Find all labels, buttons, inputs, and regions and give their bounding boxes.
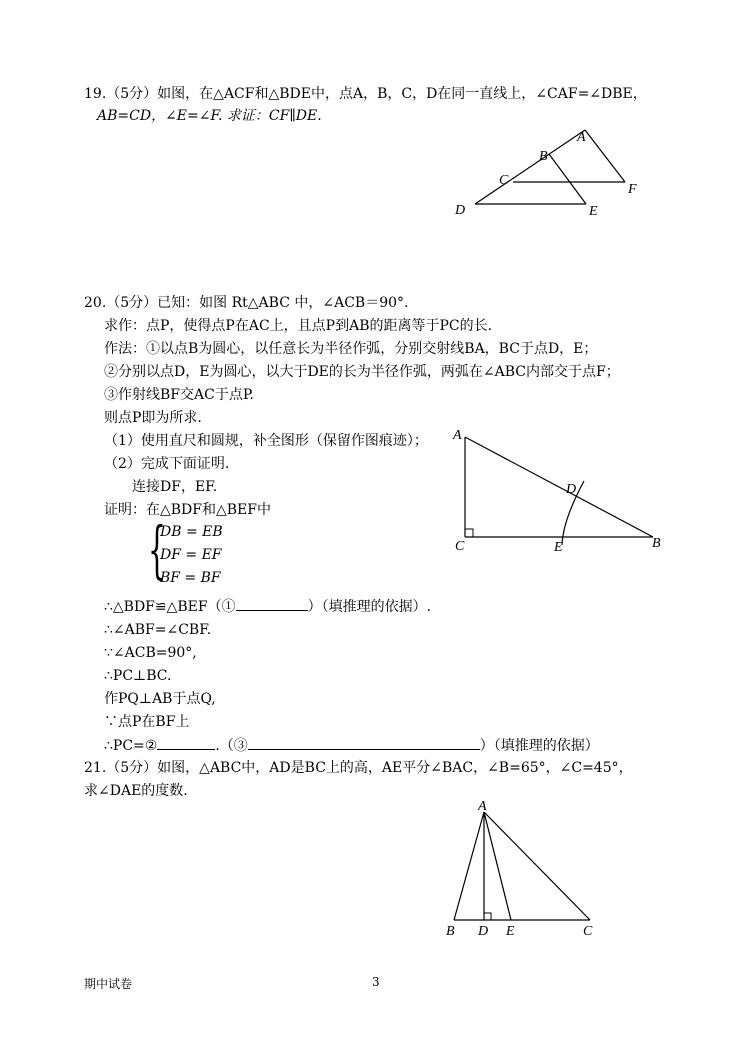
q19-text-line1: 19.（5分）如图，在△ACF和△BDE中，点A，B，C，D在同一直线上，∠CAF=∠DBE， (84, 86, 647, 102)
q19-text-line2: AB=CD，∠E=∠F. 求证：CF∥DE. (97, 108, 322, 124)
q21-text-line1: 21.（5分）如图，△ABC中，AD是BC上的高，AE平分∠BAC，∠B=65°，∠C=45°， (84, 760, 633, 776)
q20-text-line3: 作法：①以点B为圆心，以任意长为半径作弧，分别交射线BA，BC于点D，E； (104, 341, 598, 357)
q21-label-e: E (506, 924, 515, 939)
q20-step1-suffix: ）（填推理的依据）. (307, 599, 432, 615)
q20-step2: ∴∠ABF=∠CBF. (104, 622, 212, 638)
q20-blank-2[interactable] (157, 735, 215, 750)
q20-label-a: A (453, 428, 462, 443)
q21-label-d: D (478, 924, 489, 939)
q20-system-eq1: DB = EB (160, 524, 223, 540)
q20-step6: ∵点P在BF上 (104, 714, 190, 730)
q19-line-be (549, 154, 586, 204)
q20-label-d: D (566, 482, 577, 497)
q20-side-ab (465, 437, 653, 537)
q20-blank-1[interactable] (236, 596, 308, 611)
q20-step5: 作PQ⊥AB于点Q, (104, 691, 216, 707)
q19-label-a: A (577, 130, 586, 145)
q21-label-b: B (446, 924, 455, 939)
q21-label-c: C (583, 924, 593, 939)
footer-exam-name: 期中试卷 (84, 977, 133, 991)
q20-label-e: E (554, 540, 563, 555)
q21-figure (440, 796, 620, 939)
q21-side-ab (454, 812, 484, 920)
q21-label-a: A (478, 799, 487, 814)
q20-text-line9: 连接DF，EF. (132, 479, 218, 495)
q20-text-line6: 则点P即为所求. (104, 410, 202, 426)
q21-right-angle-mark (484, 913, 491, 920)
page-number: 3 (372, 975, 380, 989)
q20-text-line8: （2）完成下面证明. (104, 456, 230, 472)
q20-figure (448, 425, 678, 560)
q19-label-f: F (628, 182, 637, 197)
q19-line-da (475, 130, 585, 204)
q20-step1 (104, 596, 431, 617)
q20-system-brace: { (148, 513, 166, 586)
q20-text-line1: 20.（5分）已知：如图 Rt△ABC 中，∠ACB＝90°. (84, 295, 409, 311)
q19-label-e: E (589, 204, 598, 219)
q20-system-eq2: DF = EF (160, 547, 222, 563)
q20-label-c: C (455, 539, 465, 554)
q20-text-line2: 求作：点P，使得点P在AC上，且点P到AB的距离等于PC的长. (104, 318, 493, 334)
q20-text-line5: ③作射线BF交AC于点P. (104, 387, 254, 403)
q21-text-line2: 求∠DAE的度数. (84, 783, 188, 799)
q20-step1-prefix: ∴△BDF≌△BEF（① (104, 599, 236, 615)
q20-system-eq3: BF = BF (160, 570, 221, 586)
q21-bisector-ae (484, 812, 511, 920)
q19-figure (440, 120, 670, 220)
q20-text-line7: （1）使用直尺和圆规，补全图形（保留作图痕迹）； (104, 433, 428, 449)
q20-step7-mid: .（③ (215, 738, 248, 754)
q21-side-ac (484, 812, 590, 920)
q20-step7-prefix: ∴PC=② (104, 738, 158, 754)
q20-step7 (104, 735, 599, 756)
q20-text-line4: ②分别以点D，E为圆心，以大于DE的长为半径作弧，两弧在∠ABC内部交于点F； (104, 364, 620, 380)
q20-label-b: B (652, 536, 661, 551)
q19-label-c: C (499, 173, 509, 188)
q20-step3: ∵∠ACB=90°, (104, 645, 197, 661)
q19-label-b: B (539, 149, 548, 164)
q20-step4: ∴PC⊥BC. (104, 668, 172, 684)
q20-blank-3[interactable] (248, 735, 480, 750)
q20-step7-suffix: ）（填推理的依据） (479, 738, 599, 754)
q20-text-line10: 证明：在△BDF和△BEF中 (104, 502, 271, 518)
q20-right-angle-mark (465, 529, 473, 537)
q19-label-d: D (455, 203, 466, 218)
q19-line-af (585, 130, 625, 182)
